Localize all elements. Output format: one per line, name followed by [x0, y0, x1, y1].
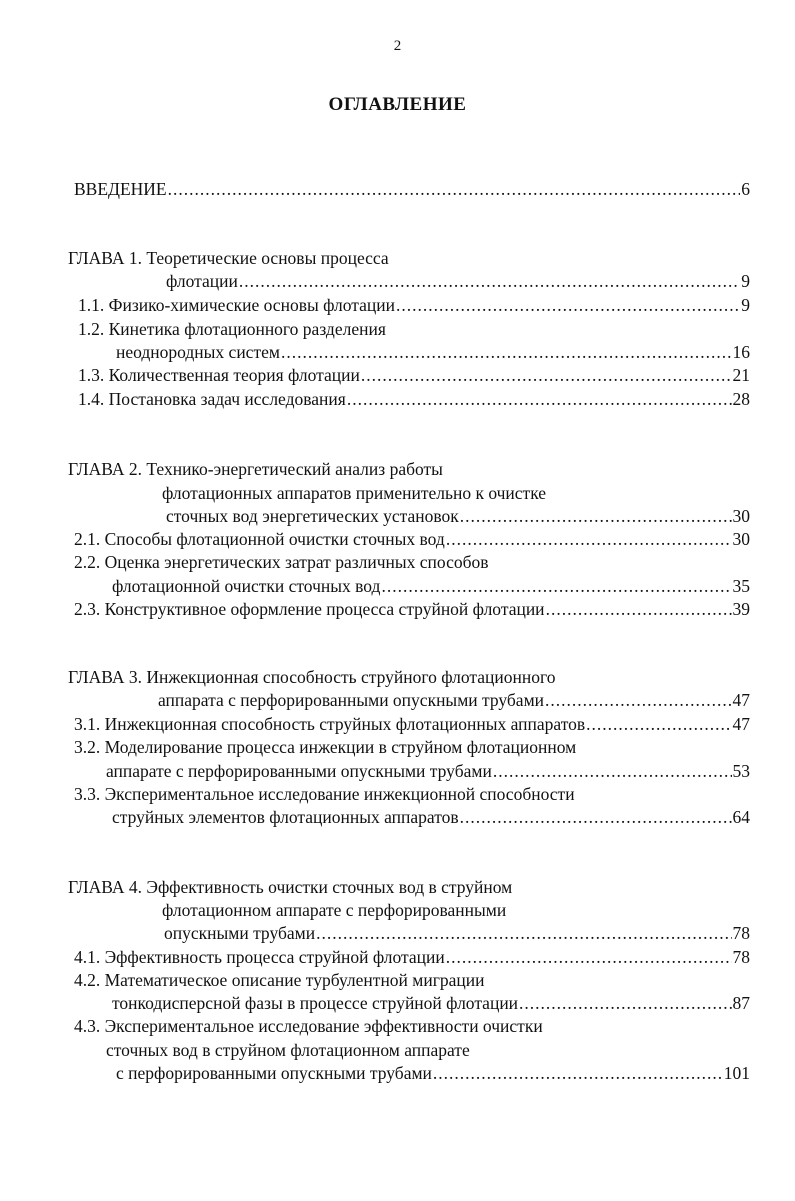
chapter-4-heading[interactable]: ГЛАВА 4. Эффективность очистки сточных вод в струйном	[68, 877, 513, 897]
section-2-1-entry[interactable]	[74, 528, 750, 550]
dot-leader	[396, 294, 740, 316]
section-4-3-heading[interactable]: 4.3. Экспериментальное исследование эффективности очистки	[74, 1016, 543, 1036]
dot-leader	[519, 992, 731, 1014]
section-1-3-entry[interactable]	[78, 364, 750, 386]
page-title: ОГЛАВЛЕНИЕ	[328, 94, 467, 115]
section-3-3-heading[interactable]: 3.3. Экспериментальное исследование инжекционной способности	[74, 784, 575, 804]
dot-leader	[168, 178, 741, 200]
dot-leader	[239, 270, 740, 292]
section-2-2-heading[interactable]: 2.2. Оценка энергетических затрат различных способов	[74, 552, 489, 572]
section-2-3-entry[interactable]	[74, 598, 750, 620]
toc-page-number: 47	[732, 690, 750, 710]
section-2-2-entry[interactable]	[112, 575, 750, 597]
dot-leader	[546, 598, 732, 620]
toc-page-number: 39	[732, 599, 750, 619]
chapter-3-title-entry[interactable]	[158, 689, 750, 711]
toc-page-number: 47	[732, 714, 750, 734]
toc-entry-text: 3.1. Инжекционная способность струйных флотационных аппаратов	[74, 714, 586, 734]
chapter-4-heading-line-2: флотационном аппарате с перфорированными	[162, 900, 507, 920]
toc-page-number: 87	[732, 993, 750, 1013]
chapter-3-heading[interactable]: ГЛАВА 3. Инжекционная способность струйного флотационного	[68, 667, 556, 687]
toc-page-number: 78	[732, 923, 750, 943]
section-3-3-entry[interactable]	[112, 806, 750, 828]
section-3-1-entry[interactable]	[74, 713, 750, 735]
dot-leader	[460, 806, 732, 828]
toc-entry-text: с перфорированными опускными трубами	[116, 1063, 432, 1083]
dot-leader	[545, 689, 731, 711]
toc-page-number: 30	[732, 506, 750, 526]
section-3-2-entry[interactable]	[106, 760, 750, 782]
section-4-2-entry[interactable]	[112, 992, 750, 1014]
toc-entry-text: 2.3. Конструктивное оформление процесса струйной флотации	[74, 599, 545, 619]
toc-entry-text: 1.3. Количественная теория флотации	[78, 365, 360, 385]
toc-page-number: 21	[732, 365, 750, 385]
toc-entry-intro[interactable]	[74, 178, 750, 200]
toc-page-number: 101	[723, 1063, 750, 1083]
section-4-3-heading-line-2: сточных вод в струйном флотационном аппарате	[106, 1040, 470, 1060]
toc-entry-text: струйных элементов флотационных аппаратов	[112, 807, 459, 827]
toc-entry-text: тонкодисперсной фазы в процессе струйной флотации	[112, 993, 519, 1013]
toc-page-number: 16	[732, 342, 750, 362]
chapter-1-title-entry[interactable]	[166, 270, 750, 292]
dot-leader	[460, 505, 732, 527]
dot-leader	[446, 946, 732, 968]
section-4-3-entry[interactable]	[116, 1062, 750, 1084]
chapter-4-title-entry[interactable]	[164, 922, 750, 944]
toc-entry-text: флотации	[166, 271, 238, 291]
toc-entry-text: 1.1. Физико-химические основы флотации	[78, 295, 395, 315]
toc-entry-text: аппарата с перфорированными опускными трубами	[158, 690, 545, 710]
dot-leader	[446, 528, 732, 550]
toc-page-number: 9	[741, 295, 750, 315]
toc-page-number: 64	[732, 807, 750, 827]
section-1-2-heading[interactable]: 1.2. Кинетика флотационного разделения	[78, 319, 386, 339]
toc-entry-text: 4.1. Эффективность процесса струйной флотации	[74, 947, 445, 967]
dot-leader	[281, 341, 732, 363]
dot-leader	[433, 1062, 723, 1084]
toc-entry-text: опускными трубами	[164, 923, 316, 943]
toc-page-number: 9	[741, 271, 750, 291]
section-3-2-heading[interactable]: 3.2. Моделирование процесса инжекции в струйном флотационном	[74, 737, 577, 757]
toc-entry-text: аппарате с перфорированными опускными трубами	[106, 761, 492, 781]
section-4-1-entry[interactable]	[74, 946, 750, 968]
dot-leader	[347, 388, 732, 410]
toc-entry-text: флотационной очистки сточных вод	[112, 576, 381, 596]
section-1-1-entry[interactable]	[78, 294, 750, 316]
toc-entry-text: 1.4. Постановка задач исследования	[78, 389, 346, 409]
toc-entry-text: сточных вод энергетических установок	[166, 506, 459, 526]
section-4-2-heading[interactable]: 4.2. Математическое описание турбулентной миграции	[74, 970, 485, 990]
toc-page-number: 28	[732, 389, 750, 409]
page-number: 2	[393, 38, 402, 54]
toc-page-number: 30	[732, 529, 750, 549]
toc-page-number: 78	[732, 947, 750, 967]
chapter-1-heading[interactable]: ГЛАВА 1. Теоретические основы процесса	[68, 248, 389, 268]
chapter-2-heading-line-2: флотационных аппаратов применительно к очистке	[162, 483, 547, 503]
toc-page-number: 53	[732, 761, 750, 781]
toc-entry-text: неоднородных систем	[116, 342, 280, 362]
section-1-2-entry[interactable]	[116, 341, 750, 363]
toc-page-number: 35	[732, 576, 750, 596]
chapter-2-title-entry[interactable]	[166, 505, 750, 527]
chapter-2-heading[interactable]: ГЛАВА 2. Технико-энергетический анализ работы	[68, 459, 443, 479]
toc-page-number: 6	[741, 179, 750, 199]
dot-leader	[381, 575, 731, 597]
dot-leader	[361, 364, 732, 386]
dot-leader	[586, 713, 731, 735]
dot-leader	[493, 760, 732, 782]
toc-entry-text: ВВЕДЕНИЕ	[74, 179, 167, 199]
dot-leader	[316, 922, 731, 944]
section-1-4-entry[interactable]	[78, 388, 750, 410]
toc-entry-text: 2.1. Способы флотационной очистки сточных вод	[74, 529, 445, 549]
